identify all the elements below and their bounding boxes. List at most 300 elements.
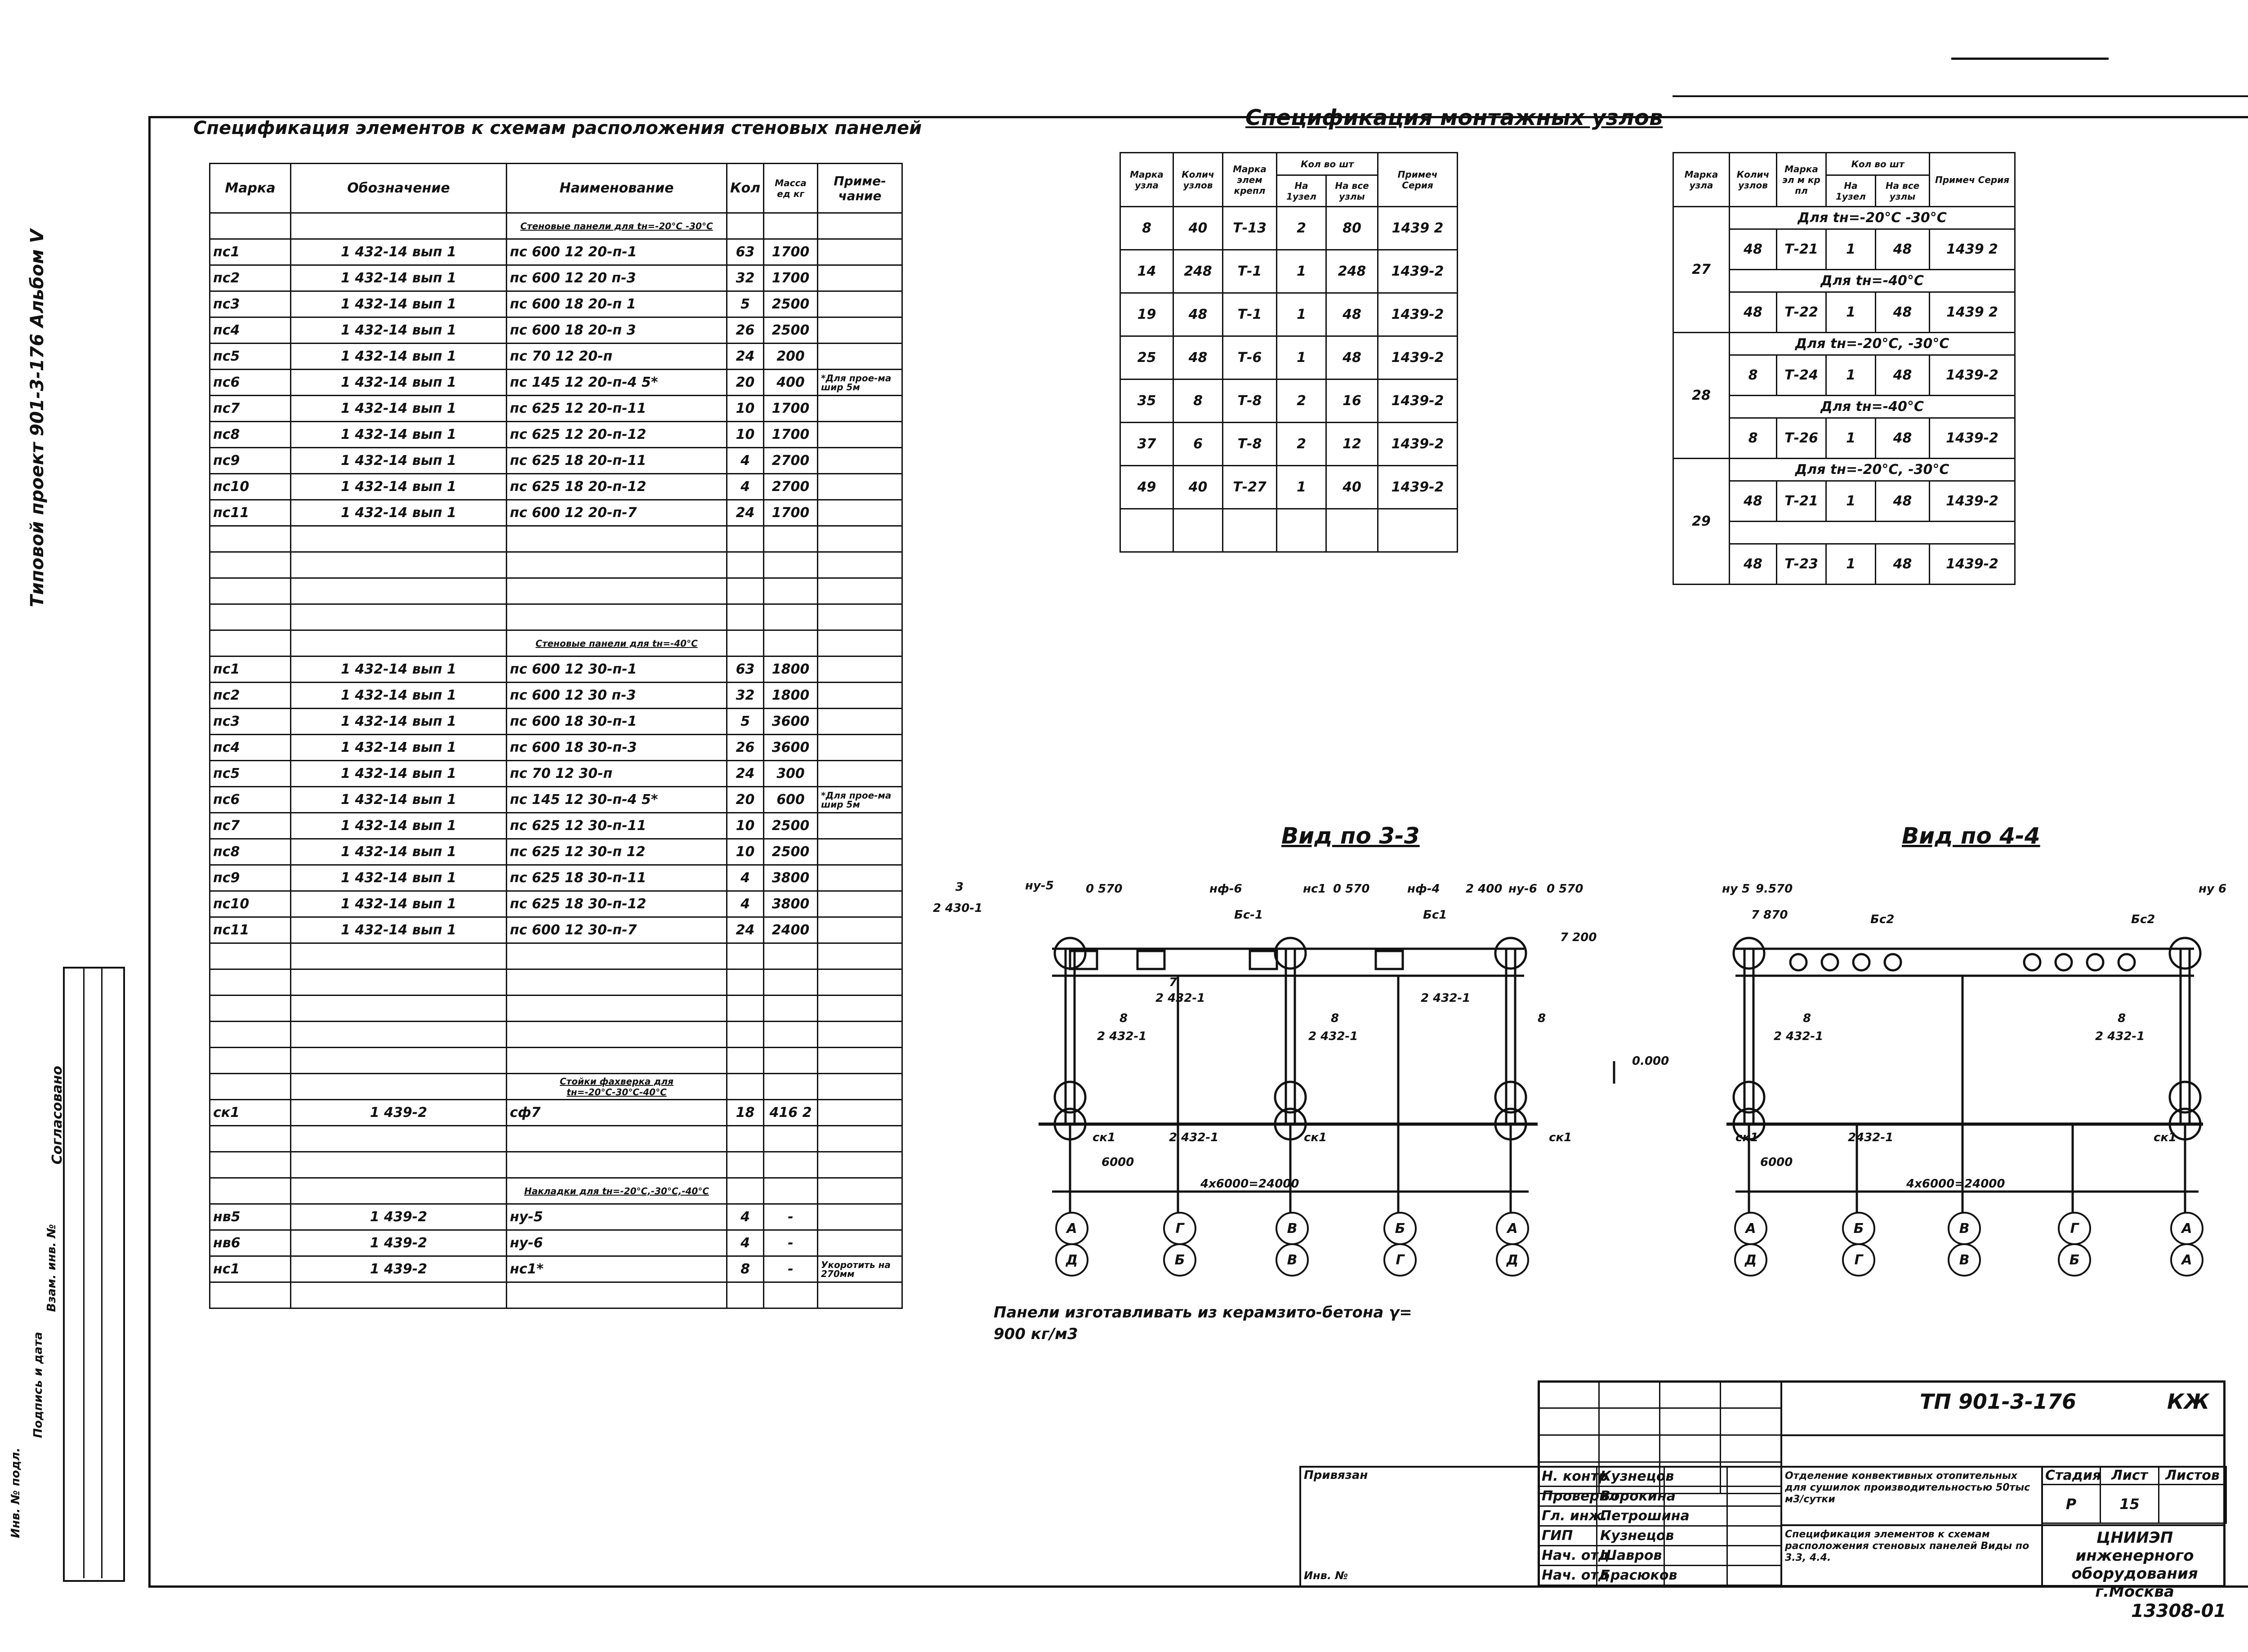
m-count: 48: [1173, 336, 1223, 380]
v33-label-29: 0.000: [1632, 1054, 1669, 1068]
cell-designation: 1 432-14 вып 1: [291, 891, 507, 917]
side-stamp: [63, 967, 125, 1582]
header-qty: Кол: [727, 164, 764, 213]
cell-mass: 2700: [764, 474, 818, 500]
m-fastener: Т-13: [1223, 207, 1277, 250]
sig-name: Ворокина: [1597, 1487, 1664, 1506]
table-row: [1120, 380, 1458, 423]
cell-mark: пс1: [210, 656, 291, 683]
mhdr-all: На все узлы: [1326, 175, 1378, 207]
table-row: [1539, 1487, 1781, 1506]
table-row: [210, 396, 902, 422]
cell-mark: пс8: [210, 422, 291, 448]
axis-bubble: В: [1948, 1212, 1981, 1245]
v44-label-3: 7 870: [1751, 908, 1788, 922]
table-row: [210, 891, 902, 917]
inv-label: Инв. №: [1304, 1569, 1348, 1582]
m2hdr-qty: Кол во шт: [1826, 153, 1930, 175]
sig-signature: [1664, 1546, 1727, 1566]
cell-name: пс 625 12 20-п-11: [507, 396, 727, 422]
frame-left-line: [148, 116, 151, 1586]
sig-date: [1727, 1566, 1781, 1585]
project-side-label: [27, 216, 54, 621]
table-row: [210, 1100, 902, 1126]
m-all: 12: [1326, 423, 1378, 466]
cell-qty: 26: [727, 735, 764, 761]
axis-bubble: Г: [1163, 1212, 1196, 1245]
axis-bubble: Д: [1055, 1243, 1088, 1277]
m2hdr-all: На все узлы: [1876, 175, 1930, 207]
cell-mark: пс10: [210, 891, 291, 917]
m-series: 1439-2: [1378, 466, 1458, 509]
v44-label-2: 9.570: [1756, 882, 1793, 896]
cell-qty: 10: [727, 422, 764, 448]
sig-date: [1727, 1487, 1781, 1506]
m2-per: 1: [1826, 292, 1876, 333]
cell-name: пс 625 18 30-п-11: [507, 865, 727, 891]
cell-name: пс 145 12 30-п-4 5*: [507, 787, 727, 813]
m2-series: 1439-2: [1930, 355, 2015, 396]
table-row: [210, 735, 902, 761]
m2-all: 48: [1876, 292, 1930, 333]
cell-designation: 1 432-14 вып 1: [291, 239, 507, 265]
m-fastener: Т-27: [1223, 466, 1277, 509]
cell-mass: 1700: [764, 265, 818, 291]
m-count: 40: [1173, 466, 1223, 509]
m-series: 1439 2: [1378, 207, 1458, 250]
cell-qty: 10: [727, 839, 764, 865]
cell-designation: 1 439-2: [291, 1100, 507, 1126]
mhdr-note: Примеч Серия: [1378, 153, 1458, 207]
cell-designation: 1 439-2: [291, 1204, 507, 1230]
cell-mark: ск1: [210, 1100, 291, 1126]
cell-note: [818, 917, 902, 943]
side-stamp-divider-1: [83, 967, 85, 1578]
cell-mass: 1800: [764, 656, 818, 683]
cell-mass: 400: [764, 370, 818, 396]
v33-label-21: 2 432-1: [1421, 991, 1471, 1005]
cell-note: [818, 291, 902, 317]
cell-mark: пс9: [210, 865, 291, 891]
axis-bubble: В: [1276, 1243, 1309, 1277]
m-per: 2: [1277, 380, 1326, 423]
cell-mass: 1800: [764, 683, 818, 709]
signatures-table: [1538, 1466, 1782, 1586]
cell-mass: -: [764, 1230, 818, 1256]
m2-fastener: Т-21: [1777, 229, 1826, 270]
m2-all: 48: [1876, 481, 1930, 522]
v44-label-13: ск1: [2154, 1131, 2177, 1144]
m2-series: 1439 2: [1930, 229, 2015, 270]
table-row: [210, 1230, 902, 1256]
v33-label-28: 4x6000=24000: [1200, 1177, 1299, 1191]
table-row: [210, 761, 902, 787]
cell-designation: 1 439-2: [291, 1230, 507, 1256]
cell-note: [818, 265, 902, 291]
cell-designation: 1 432-14 вып 1: [291, 474, 507, 500]
cell-mass: -: [764, 1256, 818, 1282]
v44-label-8: 2 432-1: [1774, 1030, 1824, 1043]
mhdr-fastener: Марка элем крепл: [1223, 153, 1277, 207]
cell-qty: 63: [727, 656, 764, 683]
cell-designation: 1 432-14 вып 1: [291, 813, 507, 839]
sheet-label: Лист: [2101, 1467, 2159, 1485]
header-mass: Масса ед кг: [764, 164, 818, 213]
cell-qty: 18: [727, 1100, 764, 1126]
m2hdr-per: На 1узел: [1826, 175, 1876, 207]
side-stamp-label-1: Согласовано: [49, 1066, 65, 1165]
table-row: [210, 317, 902, 344]
m2hdr-fastener: Марка эл м кр пл: [1777, 153, 1826, 207]
m2-all: 48: [1876, 355, 1930, 396]
v33-label-20: 2 432-1: [1308, 1030, 1358, 1043]
v33-label-8: ну-6: [1508, 882, 1537, 896]
cell-name: пс 600 18 30-п-3: [507, 735, 727, 761]
cell-name: пс 600 12 30 п-3: [507, 683, 727, 709]
m2-cond: Для tн=-20°С -30°С: [1730, 207, 2015, 229]
stage-value: Р: [2042, 1485, 2101, 1523]
project-text: Типовой проект 901-3-176 Альбом V: [27, 229, 48, 607]
v33-label-12: Бс-1: [1234, 908, 1263, 922]
m2-mark: 28: [1673, 333, 1730, 459]
m2hdr-note: Примеч Серия: [1930, 153, 2015, 207]
cell-mass: -: [764, 1204, 818, 1230]
axis-bubble: Б: [1383, 1212, 1417, 1245]
sig-name: Брасюков: [1597, 1566, 1664, 1585]
m2-count: 8: [1730, 355, 1777, 396]
m-mark: 35: [1120, 380, 1173, 423]
m-fastener: Т-6: [1223, 336, 1277, 380]
axis-bubble: Б: [2058, 1243, 2091, 1277]
v44-label-5: Бс2: [2131, 913, 2155, 926]
cell-qty: 24: [727, 344, 764, 370]
cell-note: *Для прое-ма шир 5м: [818, 370, 902, 396]
cell-name: пс 600 12 30-п-7: [507, 917, 727, 943]
table-row: [1120, 336, 1458, 380]
mhdr-per: На 1узел: [1277, 175, 1326, 207]
top-dash-2: [1673, 95, 2248, 97]
material-note: Панели изготавливать из керамзито-бетона γ= 900 кг/м3: [994, 1304, 1412, 1343]
table-row: [210, 813, 902, 839]
cell-mark: нс1: [210, 1256, 291, 1282]
view33-title: Вид по 3-3: [1281, 823, 1420, 849]
cell-name: сф7: [507, 1100, 727, 1126]
m2-fastener: Т-22: [1777, 292, 1826, 333]
cell-qty: 4: [727, 1204, 764, 1230]
m-all: 40: [1326, 466, 1378, 509]
table-row: [1539, 1526, 1781, 1546]
m2-fastener: Т-23: [1777, 544, 1826, 585]
cell-name: пс 600 12 20-п-1: [507, 239, 727, 265]
axis-bubble: В: [1948, 1243, 1981, 1277]
cell-designation: 1 432-14 вып 1: [291, 317, 507, 344]
m2-all: 48: [1876, 229, 1930, 270]
v33-label-11: 3: [955, 880, 964, 894]
cell-mass: 3800: [764, 865, 818, 891]
table-row: [210, 1204, 902, 1230]
m-all: 248: [1326, 250, 1378, 293]
sig-name: Кузнецов: [1597, 1467, 1664, 1487]
table-row: [1120, 250, 1458, 293]
cell-qty: 4: [727, 474, 764, 500]
v33-label-1: ну-5: [1025, 879, 1054, 893]
cell-mass: 1700: [764, 422, 818, 448]
cell-qty: 24: [727, 500, 764, 526]
v33-label-23: ск1: [1093, 1131, 1116, 1144]
doc-code: ТП 901-3-176: [1920, 1389, 2077, 1414]
v33-label-4: нс1: [1303, 882, 1326, 896]
v44-label-9: 8: [2118, 1012, 2126, 1025]
cell-name: пс 625 12 30-п 12: [507, 839, 727, 865]
table-row: [210, 656, 902, 683]
m2-per: 1: [1826, 229, 1876, 270]
cell-note: [818, 865, 902, 891]
cell-mass: 300: [764, 761, 818, 787]
cell-mass: 1700: [764, 396, 818, 422]
m2-per: 1: [1826, 418, 1876, 459]
m-per: 1: [1277, 336, 1326, 380]
cell-designation: 1 432-14 вып 1: [291, 265, 507, 291]
cell-qty: 4: [727, 865, 764, 891]
cell-designation: 1 432-14 вып 1: [291, 291, 507, 317]
doc-sheet-code: КЖ: [2167, 1389, 2209, 1414]
v44-label-11: ск1: [1735, 1131, 1759, 1144]
m-mark: 37: [1120, 423, 1173, 466]
v44-label-4: Бс2: [1870, 913, 1895, 926]
header-designation: Обозначение: [291, 164, 507, 213]
cell-designation: 1 432-14 вып 1: [291, 761, 507, 787]
cell-note: [818, 474, 902, 500]
cell-mark: нв5: [210, 1204, 291, 1230]
cell-mark: пс8: [210, 839, 291, 865]
cell-name: пс 600 18 30-п-1: [507, 709, 727, 735]
table-row: [1120, 207, 1458, 250]
sig-date: [1727, 1506, 1781, 1526]
cell-note: [818, 761, 902, 787]
v33-label-27: 6000: [1102, 1156, 1134, 1169]
m2-series: 1439-2: [1930, 544, 2015, 585]
header-note: Приме-чание: [818, 164, 902, 213]
cell-note: [818, 239, 902, 265]
cell-qty: 32: [727, 265, 764, 291]
cell-qty: 26: [727, 317, 764, 344]
axis-bubble: Д: [1496, 1243, 1529, 1277]
cell-note: [818, 500, 902, 526]
v33-label-7: 2 400: [1466, 882, 1503, 896]
m-per: 1: [1277, 466, 1326, 509]
m2-count: 48: [1730, 544, 1777, 585]
table-row: [210, 1256, 902, 1282]
v33-label-25: ск1: [1304, 1131, 1327, 1144]
cell-name: пс 625 12 20-п-12: [507, 422, 727, 448]
cell-note: [818, 683, 902, 709]
cell-note: [818, 656, 902, 683]
mount-spec-table-2: [1673, 152, 2016, 585]
axis-bubble: Б: [1163, 1243, 1196, 1277]
axis-bubble: Г: [1383, 1243, 1417, 1277]
m2-per: 1: [1826, 481, 1876, 522]
axis-bubble: А: [1055, 1212, 1088, 1245]
table-row: [1539, 1506, 1781, 1526]
v33-label-5: 0 570: [1333, 882, 1370, 896]
top-dash-1: [1951, 58, 2109, 60]
cell-note: [818, 735, 902, 761]
v44-label-14: 6000: [1760, 1156, 1793, 1169]
v33-label-26: ск1: [1549, 1131, 1572, 1144]
cell-mass: 1700: [764, 500, 818, 526]
m-fastener: Т-8: [1223, 380, 1277, 423]
m2-mark: 29: [1673, 459, 1730, 585]
cell-designation: 1 432-14 вып 1: [291, 709, 507, 735]
cell-designation: 1 432-14 вып 1: [291, 683, 507, 709]
table-row: [210, 370, 902, 396]
cell-designation: 1 432-14 вып 1: [291, 370, 507, 396]
m2-fastener: Т-21: [1777, 481, 1826, 522]
section-title: Накладки для tн=-20°С,-30°С,-40°С: [507, 1178, 727, 1204]
table-row: [1539, 1467, 1781, 1487]
m-series: 1439-2: [1378, 380, 1458, 423]
m2-cond: Для tн=-40°С: [1730, 270, 2015, 292]
v33-label-17: 8: [1120, 1012, 1128, 1025]
cell-designation: 1 432-14 вып 1: [291, 344, 507, 370]
sig-role: Нач. отд: [1539, 1566, 1597, 1585]
axis-bubble: А: [1496, 1212, 1529, 1245]
table-row: [210, 787, 902, 813]
cell-designation: 1 432-14 вып 1: [291, 839, 507, 865]
m-mark: 14: [1120, 250, 1173, 293]
cell-mark: пс11: [210, 500, 291, 526]
cell-name: пс 600 18 20-п 1: [507, 291, 727, 317]
cell-mass: 600: [764, 787, 818, 813]
cell-designation: 1 432-14 вып 1: [291, 917, 507, 943]
side-stamp-label-5: Подпись и дата: [31, 1331, 45, 1438]
cell-mass: 2500: [764, 839, 818, 865]
table-row: [210, 265, 902, 291]
v33-label-18: 2 432-1: [1097, 1030, 1147, 1043]
cell-note: [818, 813, 902, 839]
v44-label-7: 8: [1803, 1012, 1811, 1025]
cell-name: пс 70 12 30-п: [507, 761, 727, 787]
cell-qty: 32: [727, 683, 764, 709]
m2-count: 48: [1730, 481, 1777, 522]
v33-label-15: 7: [1169, 976, 1178, 989]
section-title: Стеновые панели для tн=-20°С -30°С: [507, 213, 727, 239]
mount-spec-title: Спецификация монтажных узлов: [1245, 105, 1663, 130]
table-row: [210, 239, 902, 265]
table-row: [1120, 466, 1458, 509]
header-name: Наименование: [507, 164, 727, 213]
v33-label-2: 0 570: [1086, 882, 1123, 896]
side-stamp-label-6: Взам. инв. №: [45, 1224, 58, 1312]
side-stamp-label-4: Инв. № подл.: [9, 1447, 22, 1538]
table-row: [1120, 293, 1458, 336]
cell-note: *Для прое-ма шир 5м: [818, 787, 902, 813]
cell-qty: 10: [727, 813, 764, 839]
cell-mass: 200: [764, 344, 818, 370]
m2-series: 1439-2: [1930, 481, 2015, 522]
view33-drawing: [926, 872, 1628, 1268]
v44-label-15: 4x6000=24000: [1906, 1177, 2005, 1191]
cell-mass: 2700: [764, 448, 818, 474]
mhdr-qty: Кол во шт: [1277, 153, 1378, 175]
side-stamp-divider-2: [101, 967, 103, 1578]
m2-series: 1439-2: [1930, 418, 2015, 459]
m-all: 48: [1326, 293, 1378, 336]
privyazan-label: Привязан: [1304, 1469, 1368, 1482]
header-mark: Марка: [210, 164, 291, 213]
table-row: [210, 344, 902, 370]
cell-note: [818, 396, 902, 422]
cell-qty: 4: [727, 448, 764, 474]
m-series: 1439-2: [1378, 250, 1458, 293]
table-row: [210, 709, 902, 735]
sheets-label: Листов: [2159, 1467, 2226, 1485]
m-mark: 8: [1120, 207, 1173, 250]
table-row: [1120, 423, 1458, 466]
m2-per: 1: [1826, 355, 1876, 396]
sig-role: ГИП: [1539, 1526, 1597, 1546]
m2-fastener: Т-24: [1777, 355, 1826, 396]
v33-label-10: 2 430-1: [933, 902, 983, 915]
table-row: [210, 683, 902, 709]
cell-qty: 24: [727, 761, 764, 787]
cell-designation: 1 432-14 вып 1: [291, 396, 507, 422]
sig-name: Шавров: [1597, 1546, 1664, 1566]
sig-date: [1727, 1467, 1781, 1487]
m2-cond: Для tн=-40°С: [1730, 396, 2015, 418]
table-row: [210, 917, 902, 943]
sig-date: [1727, 1546, 1781, 1566]
cell-qty: 24: [727, 917, 764, 943]
m-count: 248: [1173, 250, 1223, 293]
cell-designation: 1 432-14 вып 1: [291, 422, 507, 448]
axis-bubble: А: [2170, 1243, 2203, 1277]
elements-spec-title: Спецификация элементов к схемам расположения стеновых панелей: [193, 118, 922, 138]
table-row: [210, 422, 902, 448]
cell-mass: 1700: [764, 239, 818, 265]
cell-mark: пс7: [210, 813, 291, 839]
sig-name: Петрошина: [1597, 1506, 1664, 1526]
cell-name: пс 625 12 30-п-11: [507, 813, 727, 839]
m2-fastener: Т-26: [1777, 418, 1826, 459]
cell-mark: пс5: [210, 344, 291, 370]
table-row: [1539, 1566, 1781, 1585]
cell-note: [818, 317, 902, 344]
cell-designation: 1 439-2: [291, 1256, 507, 1282]
m-series: 1439-2: [1378, 423, 1458, 466]
cell-name: нс1*: [507, 1256, 727, 1282]
cell-mass: 3800: [764, 891, 818, 917]
cell-mass: 3600: [764, 709, 818, 735]
cell-qty: 20: [727, 370, 764, 396]
cell-mark: пс2: [210, 683, 291, 709]
cell-note: [818, 422, 902, 448]
m-per: 2: [1277, 423, 1326, 466]
cell-qty: 63: [727, 239, 764, 265]
v33-label-9: 0 570: [1547, 882, 1583, 896]
cell-designation: 1 432-14 вып 1: [291, 787, 507, 813]
cell-name: пс 600 18 20-п 3: [507, 317, 727, 344]
cell-mass: 3600: [764, 735, 818, 761]
m-fastener: Т-1: [1223, 250, 1277, 293]
cell-qty: 8: [727, 1256, 764, 1282]
m-mark: 19: [1120, 293, 1173, 336]
m2-cond: Для tн=-20°С, -30°С: [1730, 333, 2015, 355]
v33-label-6: нф-4: [1407, 882, 1440, 896]
sig-role: Н. контр: [1539, 1467, 1597, 1487]
table-row: [210, 500, 902, 526]
sig-role: Гл. инж.: [1539, 1506, 1597, 1526]
